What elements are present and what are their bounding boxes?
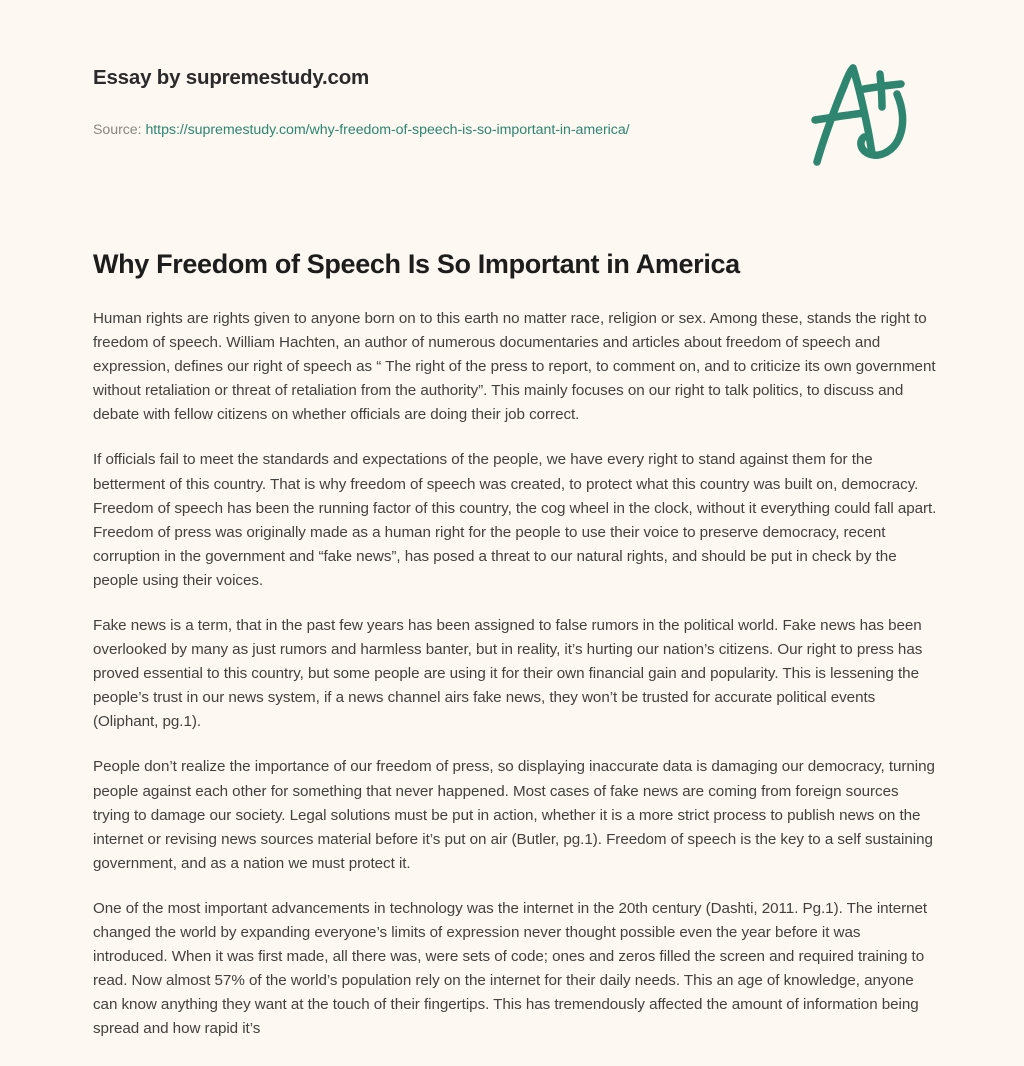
article [93,248,938,1041]
article-paragraph: People don’t realize the importance of our freedom of press, so displaying inaccurate data is damaging our democracy, turning people against each other for something that never happened. Most cases of fake news are coming from foreign sources trying to damage our society. Legal solutions must be put in action, whether it is a more strict process to publish news on the internet or revising news sources material before it’s put on air (Butler, pg.1). Freedom of speech is the key to a self sustaining government, and as a nation we must protect it. [93,758,935,872]
article-body [93,307,938,1042]
document-header [0,0,1024,205]
byline: Essay by supremestudy.com [93,66,370,89]
article-paragraph: If officials fail to meet the standards and expectations of the people, we have every right to stand against them for the betterment of this country. That is why freedom of speech was created, to protect what this country was built on, democracy. Freedom of speech has been the running factor of this country, the cog wheel in the clock, without it everything could fall apart. Freedom of press was originally made as a human right for the people to use their voice to preserve democracy, recent corruption in the government and “fake news”, has posed a threat to our natural rights, and should be put in check by the people using their voices. [93,451,937,589]
page-title: Why Freedom of Speech Is So Important in America [93,249,740,279]
article-paragraph: Human rights are rights given to anyone born on to this earth no matter race, religion or sex. Among these, stands the right to freedom of speech. William Hachten, an author of numerous documentaries and articles about freedom of speech and expression, defines our right of speech as “ The right of the press to report, to comment on, and to criticize its own government without retaliation or threat of retaliation from the authority”. This mainly focuses on our right to talk politics, to discuss and debate with fellow citizens on whether officials are doing their job correct. [93,309,936,424]
article-paragraph: One of the most important advancements in technology was the internet in the 20th century (Dashti, 2011. Pg.1). The internet changed the world by expanding everyone’s limits of expression never thought possible even the year before it was introduced. When it was first made, all there was, were sets of code; ones and zeros filled the screen and required training to read. Now almost 57% of the world’s population rely on the internet for their daily needs. This an age of knowledge, anyone can know anything they want at the touch of their fingertips. This has tremendously affected the amount of information being spread and how rapid it’s [93,899,928,1038]
source-label: Source: [93,122,142,138]
a-plus-logo-icon [806,58,916,170]
source-url-link[interactable]: https://supremestudy.com/why-freedom-of-speech-is-so-important-in-america/ [145,122,630,138]
article-paragraph: Fake news is a term, that in the past few years has been assigned to false rumors in the political world. Fake news has been overlooked by many as just rumors and harmless banter, but in reality, it’s hurting our nation’s citizens. Our right to press has proved essential to this country, but some people are using it for their own financial gain and popularity. This is lessening the people’s trust in our news system, if a news channel airs fake news, they won’t be trusted for accurate political events (Oliphant, pg.1). [93,616,923,731]
source-line [93,122,630,138]
